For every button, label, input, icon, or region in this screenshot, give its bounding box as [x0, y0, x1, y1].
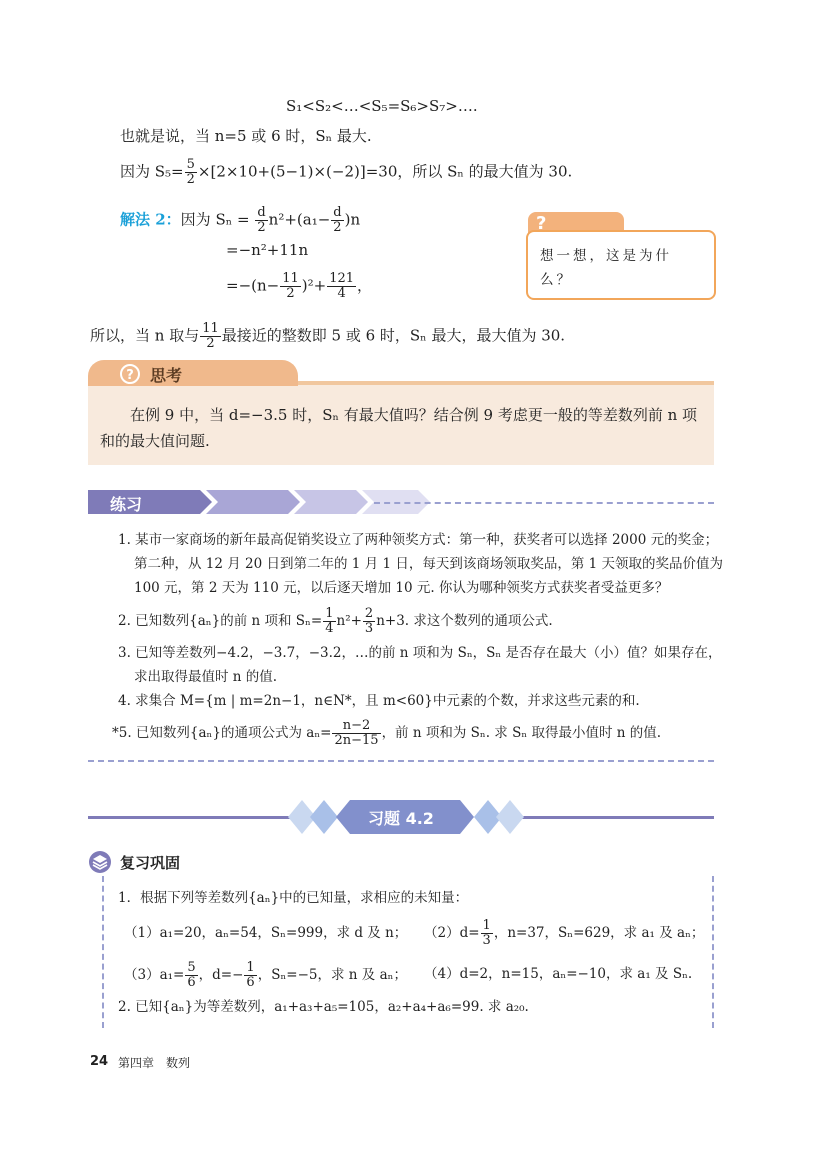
- practice-item-4: 4. 求集合 M={m | m=2n−1，n∈N*，且 m<60}中元素的个数，并求这些元素的和.: [118, 693, 640, 709]
- exercise-q1-3: （3）a₁= $\frac{5}{6}$ ，d=− $\frac{1}{6}$ ，Sₙ=−5，求 n 及 aₙ；: [124, 960, 407, 990]
- layers-icon: [88, 850, 114, 874]
- dashed-divider: [374, 502, 714, 504]
- review-border-left: [102, 876, 104, 1028]
- solution2-label: 解法 2：: [120, 210, 181, 229]
- exercise-q1-4: （4）d=2，n=15，aₙ=−10，求 a₁ 及 Sₙ.: [424, 966, 693, 982]
- exercise-line-right: [510, 816, 714, 819]
- conclusion-line: 也就是说，当 n=5 或 6 时，Sₙ 最大.: [120, 127, 372, 145]
- chapter-label: 第四章 数列: [118, 1056, 191, 1070]
- practice-item-1b: 第二种，从 12 月 20 日到第二年的 1 月 1 日，每天到该商场领取奖品，第 1 天领取的奖品价值为: [134, 556, 724, 572]
- dashed-divider-bottom: [88, 760, 714, 762]
- exercise-q1-1: （1）a₁=20，aₙ=54，Sₙ=999，求 d 及 n；: [124, 925, 408, 941]
- exercise-title: 习题 4.2: [368, 809, 434, 828]
- question-icon: ?: [536, 213, 547, 234]
- exercise-q2: 2. 已知{aₙ}为等差数列，a₁+a₃+a₅=105，a₂+a₄+a₆=99. 求 a₂₀.: [118, 999, 529, 1015]
- fraction-5-2: $\frac{5}{2}$: [186, 157, 195, 187]
- practice-item-2: 2. 已知数列{aₙ}的前 n 项和 Sₙ= $\frac{1}{4}$ n²+ $\frac{2}{3}$ n+3. 求这个数列的通项公式.: [118, 606, 553, 636]
- sequence-inequality: S₁<S₂<…<S₅=S₆>S₇>….: [286, 97, 478, 115]
- tip-text: 想一想，这是为什么？: [540, 248, 672, 288]
- solution2-final: 所以，当 n 取与 $\frac{11}{2}$ 最接近的整数即 5 或 6 时，Sₙ 最大，最大值为 30.: [90, 321, 566, 351]
- practice-item-1a: 1. 某市一家商场的新年最高促销奖设立了两种领奖方式：第一种，获奖者可以选择 2000 元的奖金；: [118, 532, 719, 548]
- think-text: 在例 9 中，当 d=−3.5 时，Sₙ 有最大值吗？结合例 9 考虑更一般的等差数列前 n 项和的最大值问题.: [100, 406, 698, 450]
- practice-item-5: *5. 已知数列{aₙ}的通项公式为 aₙ= $\frac{n-2}{2n-15}$ ，前 n 项和为 Sₙ. 求 Sₙ 取得最小值时 n 的值.: [112, 718, 662, 748]
- solution2-line3: =−(n− $\frac{11}{2}$ )²+ $\frac{121}{4}$ ，: [226, 271, 373, 301]
- practice-title: 练习: [110, 495, 143, 514]
- practice-item-1c: 100 元，第 2 天为 110 元，以后逐天增加 10 元. 你认为哪种领奖方式获奖者受益更多？: [134, 580, 669, 596]
- exercise-q1-2: （2）d= $\frac{1}{3}$ ，n=37，Sₙ=629，求 a₁ 及 aₙ；: [424, 918, 705, 948]
- exercise-line-left: [88, 816, 302, 819]
- think-title: 思考: [150, 366, 183, 385]
- page-number: 24: [90, 1054, 109, 1069]
- question-circle-icon: ?: [120, 364, 140, 384]
- review-section-title: 复习巩固: [120, 854, 181, 872]
- exercise-q1: 1．根据下列等差数列{aₙ}中的已知量，求相应的未知量：: [118, 890, 469, 906]
- max-value-line: 因为 S₅= $\frac{5}{2}$ ×[2×10+(5−1)×(−2)]=30，所以 Sₙ 的最大值为 30.: [120, 157, 573, 187]
- practice-item-3a: 3. 已知等差数列−4.2，−3.7，−3.2，…的前 n 项和为 Sₙ，Sₙ 是否存在最大（小）值？如果存在，: [118, 645, 722, 661]
- solution2-line1: 解法 2：因为 Sₙ = $\frac{d}{2}$ n²+(a₁− $\frac{d}{2}$ )n: [120, 205, 361, 235]
- review-border-right: [712, 876, 714, 1028]
- solution2-line2: =−n²+11n: [226, 241, 309, 259]
- practice-item-3b: 求出取得最值时 n 的值.: [134, 669, 278, 685]
